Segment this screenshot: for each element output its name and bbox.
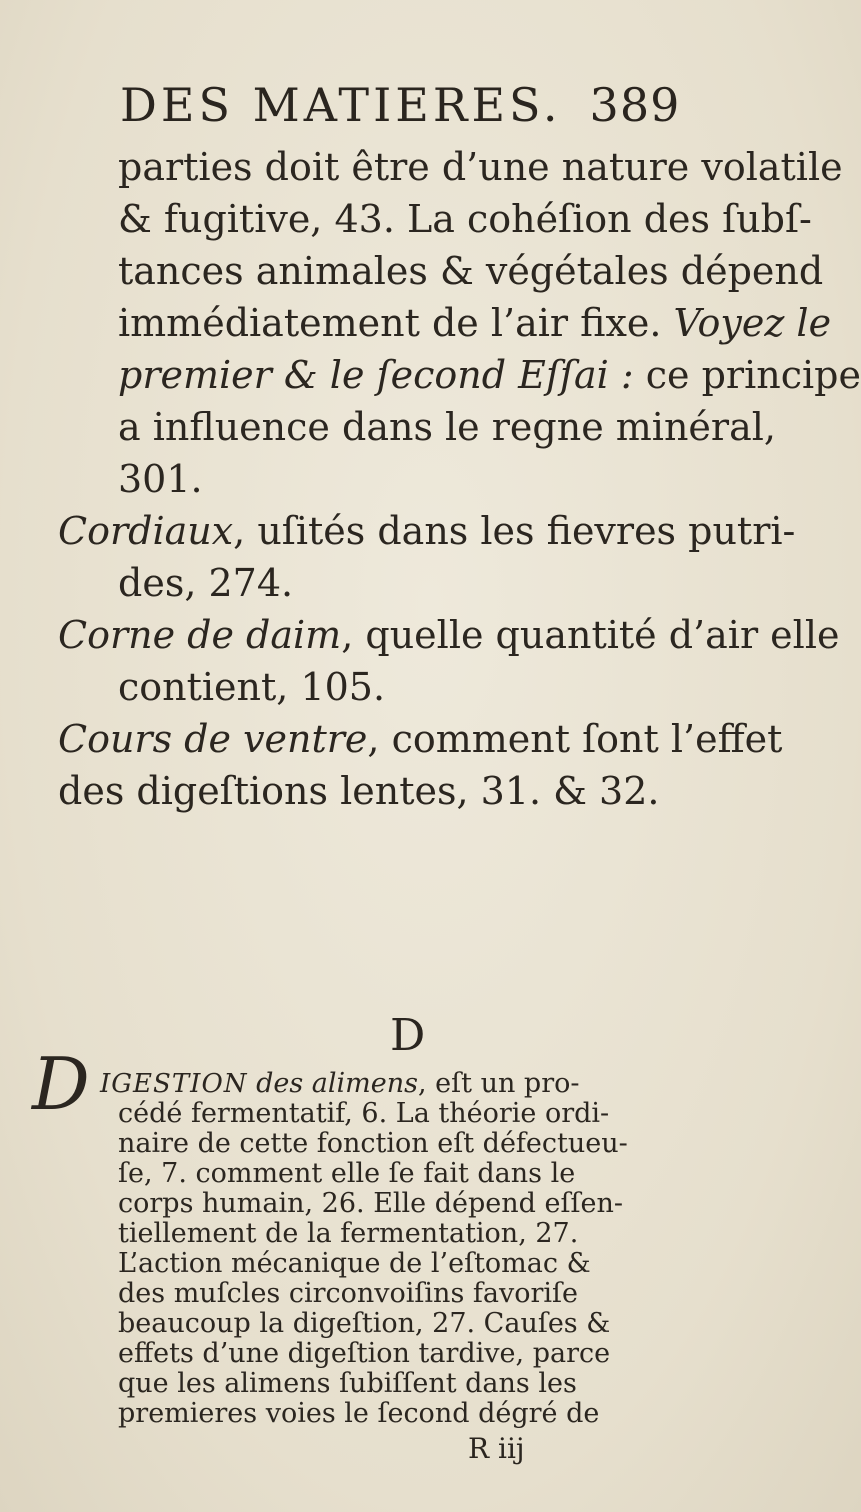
text-line: tiellement de la fermentation, 27. <box>118 1218 579 1249</box>
drop-cap: D <box>32 1042 90 1126</box>
header-title: DES MATIERES. <box>120 78 562 132</box>
text-line: des digeſtions lentes, 31. & 32. <box>58 769 660 813</box>
text-line: a influence dans le regne minéral, <box>118 405 776 449</box>
text-line: tances animales & végétales dépend <box>118 249 824 293</box>
index-entry-corne-de-daim: Corne de daim, quelle quantité d’air elle <box>58 613 840 657</box>
text-line: corps humain, 26. Elle dépend eſſen- <box>118 1188 623 1219</box>
text-line: 301. <box>118 457 203 501</box>
text-line: des, 274. <box>118 561 294 605</box>
text-line: L’action mécanique de l’eſtomac & <box>118 1248 591 1279</box>
text-line: beaucoup la digeſtion, 27. Cauſes & <box>118 1308 611 1339</box>
text-line: & fugitive, 43. La cohéſion des ſubſ- <box>118 197 812 241</box>
text-line: contient, 105. <box>118 665 386 709</box>
text-line: des muſcles circonvoiſins favoriſe <box>118 1278 579 1309</box>
index-entry-digestion: IGESTION des alimens, eſt un pro- <box>100 1068 580 1099</box>
text-line: naire de cette fonction eſt défectueu- <box>118 1128 628 1159</box>
text-line: premieres voies le ſecond dégré de <box>118 1398 600 1429</box>
text-line: immédiatement de l’air fixe. Voyez le <box>118 301 832 345</box>
text-line: parties doit être d’une nature volatile <box>118 145 843 189</box>
signature-mark: R iij <box>468 1432 525 1465</box>
section-letter: D <box>390 1010 426 1061</box>
index-entry-cordiaux: Cordiaux, uſités dans les fievres putri- <box>58 509 796 553</box>
text-line: ſe, 7. comment elle ſe fait dans le <box>118 1158 576 1189</box>
text-line: effets d’une digeſtion tardive, parce <box>118 1338 611 1369</box>
running-header <box>120 78 680 132</box>
page-number: 389 <box>589 78 681 132</box>
text-line: que les alimens ſubiſſent dans les <box>118 1368 577 1399</box>
text-line: cédé fermentatif, 6. La théorie ordi- <box>118 1098 610 1129</box>
index-entry-cours-de-ventre: Cours de ventre, comment ſont l’effet <box>58 717 783 761</box>
text-line: premier & le ſecond Eſſai : ce principe <box>118 353 861 397</box>
